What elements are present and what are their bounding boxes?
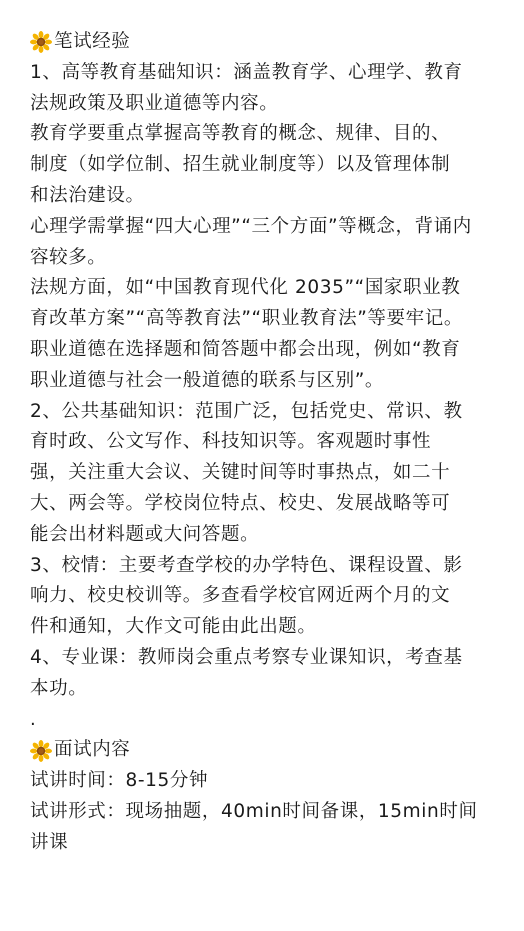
section-title: 笔试经验 [54,31,131,52]
text-line: 本功。 [30,677,88,699]
text-line: 强，关注重大会议、关键时间等时事热点，如二十 [30,462,451,484]
text-line: 1、高等教育基础知识：涵盖教育学、心理学、教育 [30,61,463,83]
text-line: 和法治建设。 [30,184,145,206]
text-line: 4、专业课：教师岗会重点考察专业课知识，考查基 [30,646,463,668]
text-line: 试讲形式：现场抽题，40min时间备课，15min时间 [30,800,478,822]
text-line: 能会出材料题或大问答题。 [30,523,260,545]
text-line: 讲课 [30,831,69,853]
text-line: 大、两会等。学校岗位特点、校史、发展战略等可 [30,492,451,514]
text-line: 教育学要重点掌握高等教育的概念、规律、目的、 [30,123,451,145]
text-line: 心理学需掌握“四大心理”“三个方面”等概念，背诵内 [30,215,472,237]
text-line: 件和通知，大作文可能由此出题。 [30,616,317,638]
text-line: 育时政、公文写作、科技知识等。客观题时事性 [30,431,432,453]
text-line: 法规政策及职业道德等内容。 [30,92,279,114]
text-line: 育改革方案”“高等教育法”“职业教育法”等要牢记。 [30,308,463,330]
sunflower-icon [30,740,52,762]
text-line: 职业道德与社会一般道德的联系与区别”。 [30,369,384,391]
text-line: 3、校情：主要考查学校的办学特色、课程设置、影 [30,554,463,576]
section-heading-written-exam [30,27,502,58]
text-line: 响力、校史校训等。多查看学校官网近两个月的文 [30,585,451,607]
text-line: 制度（如学位制、招生就业制度等）以及管理体制 [30,154,451,176]
section-title: 面试内容 [54,739,131,761]
text-line: 职业道德在选择题和简答题中都会出现，例如“教育 [30,338,461,360]
text-line: 2、公共基础知识：范围广泛，包括党史、常识、教 [30,400,463,422]
separator-dot: . [30,708,37,730]
text-line: 法规方面，如“中国教育现代化 2035”“国家职业教 [30,277,461,299]
sunflower-icon [30,31,52,53]
section-heading-interview [30,735,502,766]
text-line: 容较多。 [30,246,107,268]
text-line: 试讲时间：8-15分钟 [30,770,209,792]
note-content [30,27,502,859]
